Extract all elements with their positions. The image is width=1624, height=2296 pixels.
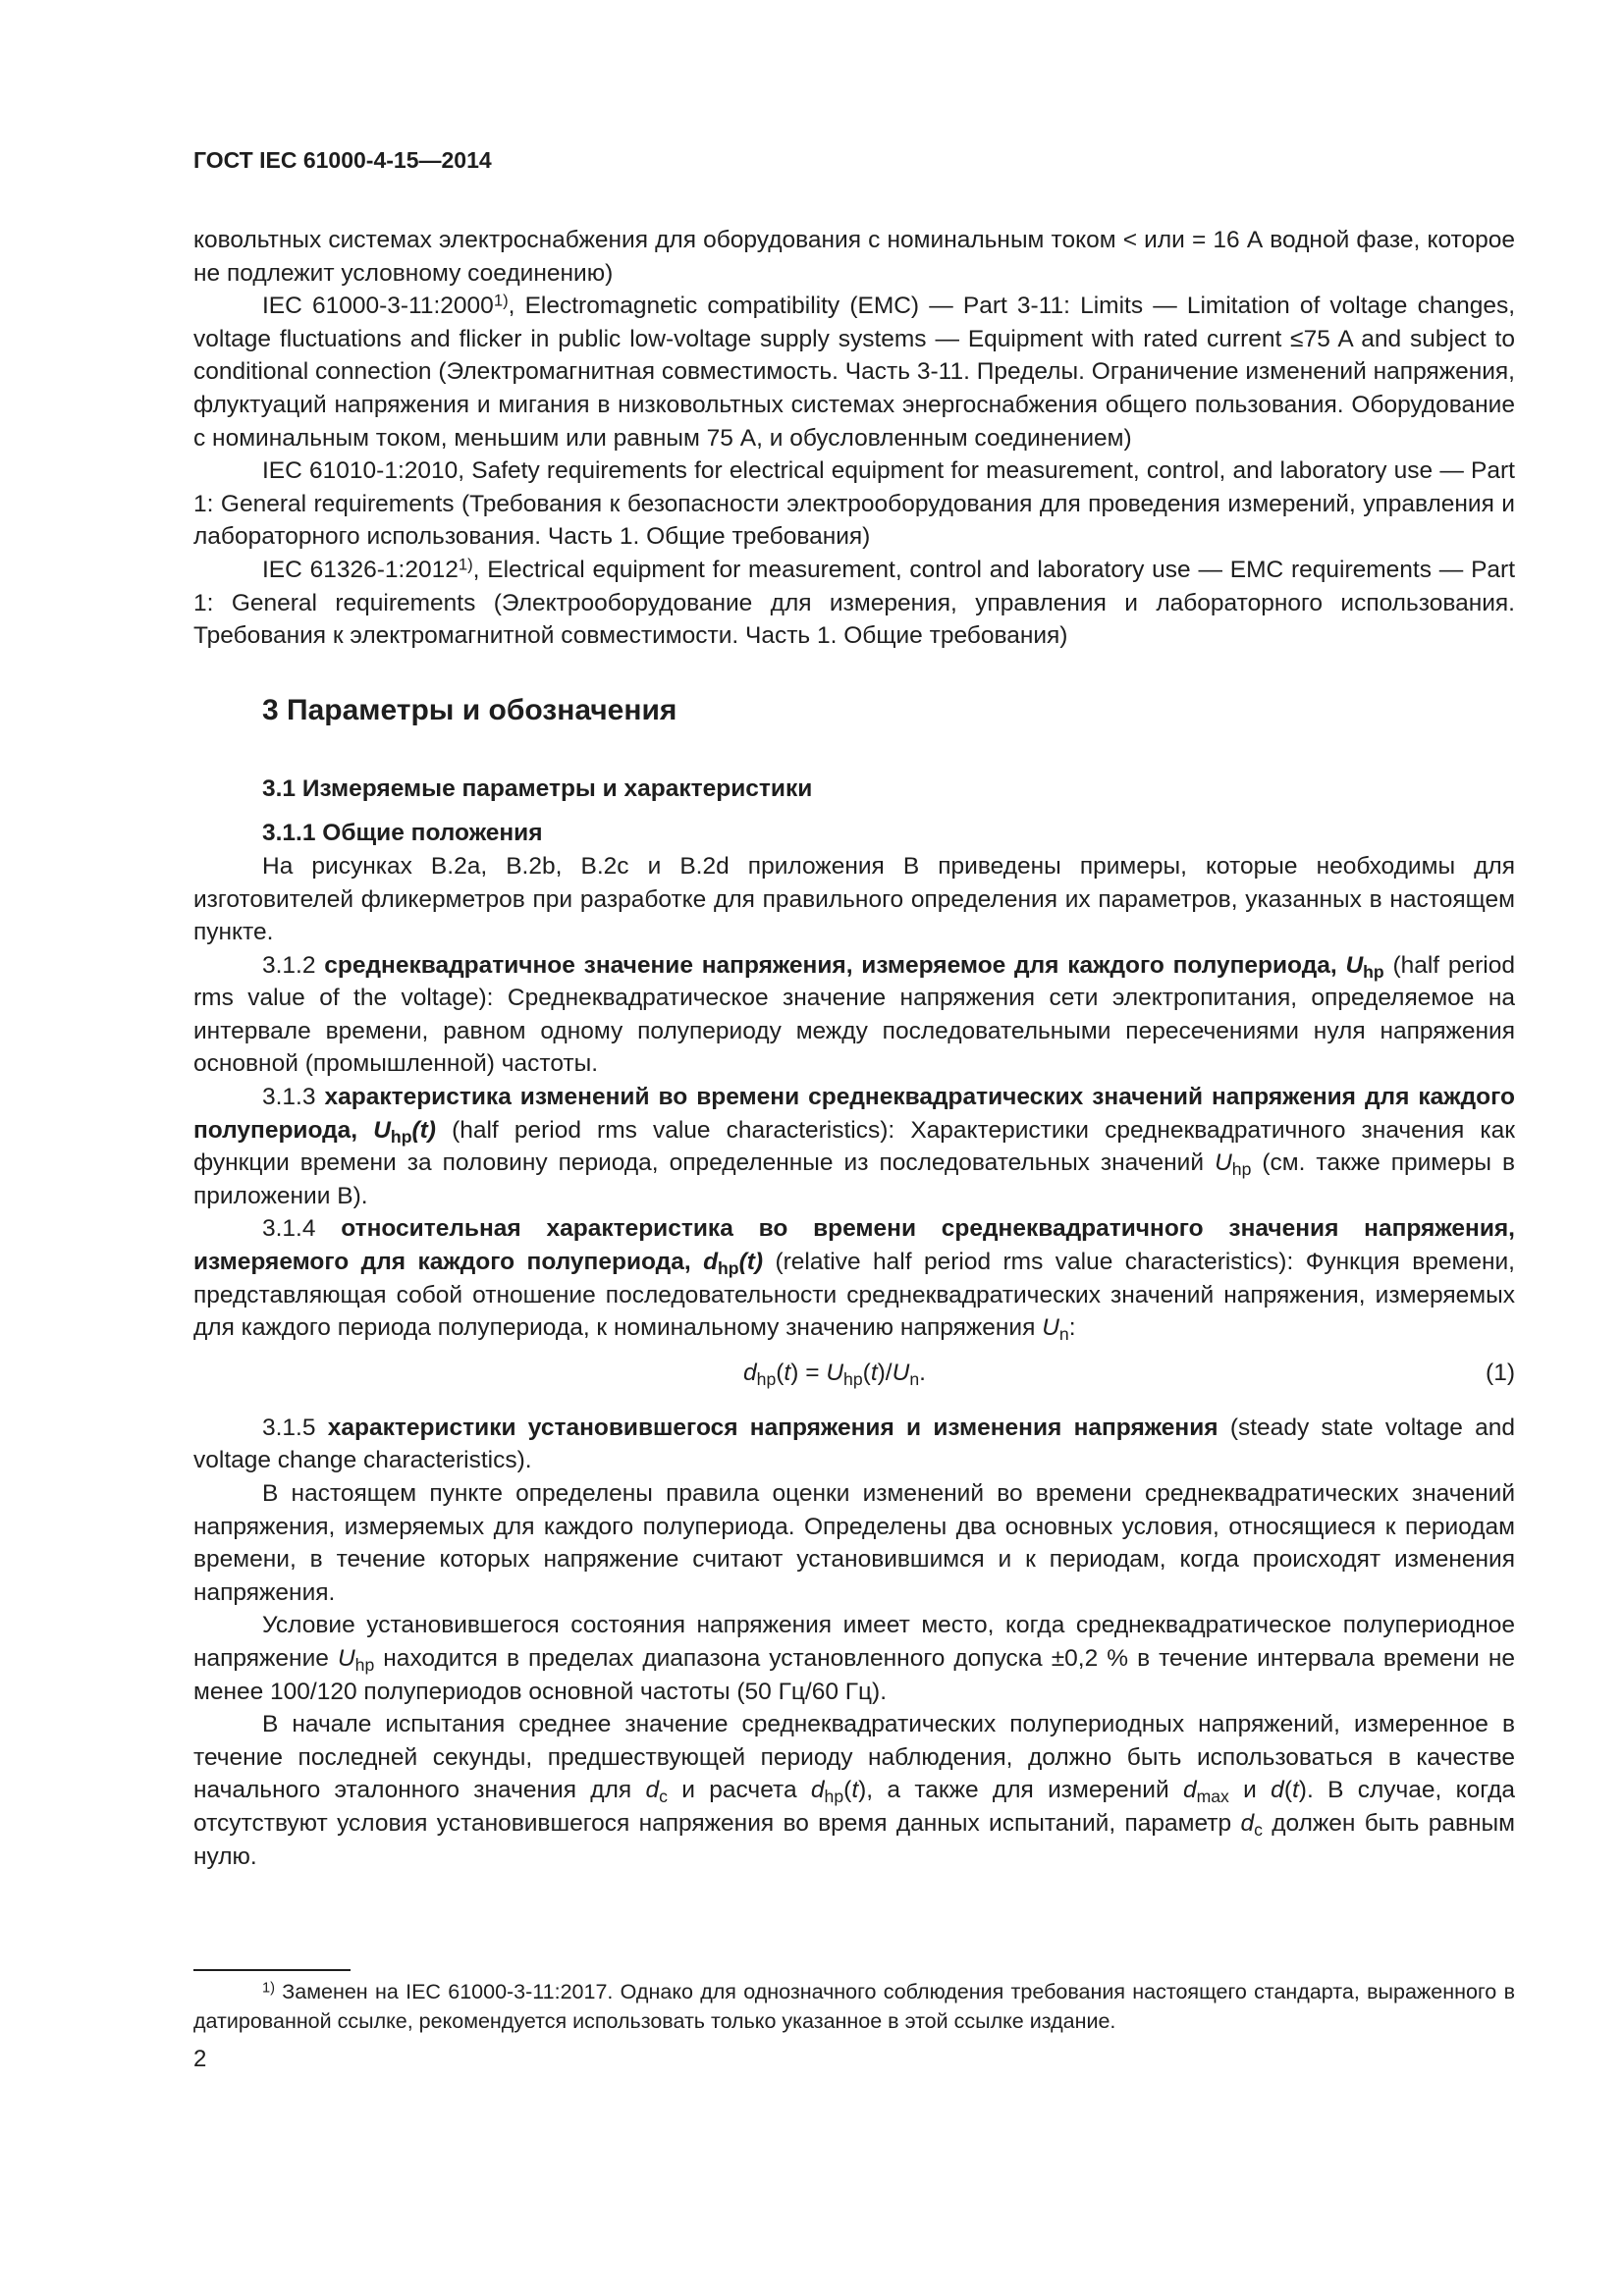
reference-iec-61000-3-11: IEC 61000-3-11:2000$^{1)}$, Electromagnetic compatibility (EMC) — Part 3-11: Limits — Limitation of voltage changes, voltage fluctuations and flicker in public low-voltage supply systems — Equipment with rated current ≤75 A and subject to conditional connection (Электромагнитная совместимость. Часть 3-11. Пределы. Ограничение изменений напряжения, флуктуаций напряжения и мигания в низковольтных системах энергоснабжения общего пользования. Оборудование с номинальным током, меньшим или равным 75 А, и обусловленным соединением) [193,291,1516,452]
paragraph-rules: В настоящем пункте определены правила оценки изменений во времени среднеквадратических значений напряжения, измеряемых для каждого полупериода. Определены два основных условия, относящиеся к периодам времени, в течение которых напряжение считают установившимся и к периодам, когда происходят изменения напряжения. [193,1480,1515,1606]
document-body [193,224,1515,1873]
footnote-divider [193,1969,351,1971]
formula-number: (1) [1486,1359,1515,1386]
reference-continuation: ковольтных системах электроснабжения для оборудования с номинальным током < или = 16 А водной фазе, которое не подлежит условному соединению) [193,227,1515,287]
reference-iec-61326-1: IEC 61326-1:2012$^{1)}$, Electrical equipment for measurement, control and laboratory use — EMC requirements — Part 1: General requirements (Электрооборудование для измерения, управления и лабораторного использования. Требования к электромагнитной совместимости. Часть 1. Общие требования) [193,555,1515,650]
paragraph-test-start: В начале испытания среднее значение среднеквадратических полупериодных напряжений, измеренное в течение последней секунды, предшествующей периоду наблюдения, должно быть использоваться в качестве начального эталонного значения для $d_c$ и расчета $d_{hp}(t)$, а также для измерений $d_{max}$ и d(t). В случае, когда отсутствуют условия установившегося напряжения во время данных испытаний, параметр $d_c$ должен быть равным нулю. [193,1711,1516,1870]
definition-3-1-4: 3.1.4 относительная характеристика во времени среднеквадратичного значения напряжения, измеряемого для каждого полупериода, $d_{hp}(t)$ (relative half period rms value characteristics): Функция времени, представляющая собой отношение последовательности среднеквадратических значений напряжения, измеряемых для каждого периода полупериода, к номинальному значению напряжения $U_n$: [193,1215,1515,1345]
formula-1 [193,1355,1515,1394]
section-3-1-heading: 3.1 Измеряемые параметры и характеристики [262,774,813,802]
section-3-1-1-text: На рисунках В.2a, В.2b, В.2с и В.2d приложения В приведены примеры, которые необходимы для изготовителей фликерметров при разработке для правильного определения их параметров, указанных в настоящем пункте. [193,852,1515,946]
definition-3-1-3: 3.1.3 характеристика изменений во времени среднеквадратических значений напряжения для каждого полупериода, $U_{hp}(t)$ (half period rms value characteristics): Характеристики среднеквадратичного значения как функции времени за половину периода, определенные из последовательных значений $U_{hp}$ (см. также примеры в приложении В). [193,1084,1516,1209]
footnote [193,1977,1515,2036]
section-3-1-1-heading: 3.1.1 Общие положения [262,820,543,847]
document-header: ГОСТ IEC 61000-4-15—2014 [193,147,492,173]
section-3-heading: 3 Параметры и обозначения [262,693,677,726]
page-number: 2 [193,2046,207,2072]
footnote-text: $^{1)}$ Заменен на IEC 61000-3-11:2017. Однако для однозначного соблюдения требования настоящего стандарта, выраженного в датированной ссылке, рекомендуется использовать только указанное в этой ссылке издание. [193,1980,1515,2033]
formula-expression: $d_{hp}(t) = U_{hp}(t)/U_n$. [743,1359,926,1389]
definition-3-1-5: 3.1.5 характеристики установившегося напряжения и изменения напряжения (steady state voltage and voltage change characteristics). [193,1414,1515,1474]
reference-iec-61010-1: IEC 61010-1:2010, Safety requirements for electrical equipment for measurement, control, and laboratory use — Part 1: General requirements (Требования к безопасности электрооборудования для проведения измерений, управления и лабораторного использования. Часть 1. Общие требования) [193,457,1515,551]
paragraph-steady-state: Условие установившегося состояния напряжения имеет место, когда среднеквадратическое полупериодное напряжение $U_{hp}$ находится в пределах диапазона установленного допуска ±0,2 % в течение интервала времени не менее 100/120 полупериодов основной частоты (50 Гц/60 Гц). [193,1612,1516,1705]
definition-3-1-2: 3.1.2 среднеквадратичное значение напряжения, измеряемое для каждого полупериода, $U_{hp}$ (half period rms value of the voltage): Среднеквадратическое значение напряжения сети электропитания, определяемое на интервале времени, равном одному полупериоду между последовательными пересечениями нуля напряжения основной (промышленной) частоты. [193,951,1515,1078]
